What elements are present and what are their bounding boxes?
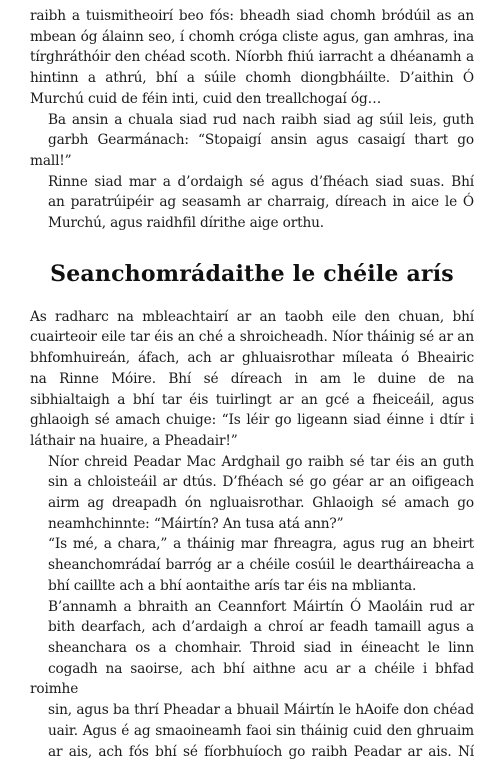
- text-line: na Rinne Móire. Bhí sé díreach in am le duine de na: [30, 370, 474, 387]
- paragraph: [30, 6, 474, 110]
- text-line: láthair na huaire, a Pheadair!”: [30, 432, 238, 449]
- text-line: bhí caillte ach a bhí aontaithe arís tar éis na mblianta.: [48, 577, 417, 594]
- section-heading: Seanchomrádaithe le chéile arís: [50, 260, 454, 287]
- text-line: As radharc na mbleachtairí ar an taobh eile den chuan, bhí: [30, 308, 474, 325]
- text-line: airm ag dreapadh ón ngluaisrothar. Ghlaoigh sé amach go: [48, 495, 474, 512]
- text-line: mbean óg álainn seo, í chomh cróga cliste agus, gan amhras, ina: [30, 28, 474, 45]
- text-line: tírghráthóir den chéad scoth. Níorbh fhiú iarracht a dhéanamh a: [30, 49, 474, 66]
- text-line: raibh a tuismitheoirí beo fós: bheadh siad chomh bródúil as an: [30, 8, 474, 24]
- text-line: Murchú, agus raidhfil dírithe aige orthu.: [48, 215, 325, 232]
- text-line: Murchú cuid de féin inti, cuid den treallchogaí óg…: [30, 90, 382, 107]
- text-line: ghlaoigh sé amach chuige: “Is léir go ligeann siad éinne i dtír i: [30, 412, 474, 429]
- text-line: hintinn a athrú, bhí a súile chomh diongbháilte. D’aithin Ó: [30, 70, 474, 87]
- text-line: “Is mé, a chara,” a tháinig mar fhreagra, agus rug an bheirt: [48, 536, 474, 553]
- text-line: cuairteoir eile tar éis an ché a shroicheadh. Níor tháinig sé ar an: [30, 329, 474, 346]
- text-line: cogadh na saoirse, ach bhí aithne acu ar a chéile i bhfad roimhe: [30, 660, 474, 698]
- text-line: Rinne siad mar a d’ordaigh sé agus d’fhéach siad suas. Bhí: [48, 173, 474, 190]
- text-line: Níor chreid Peadar Mac Ardghail go raibh sé tar éis an guth: [48, 453, 474, 470]
- text-line: uair. Agus é ag smaoineamh faoi sin tháinig cuid den ghruaim: [48, 722, 474, 739]
- text-line: bhfomhuireán, áfach, ach ar ghluaisrothar míleata ó Bheairic: [30, 350, 474, 367]
- top-section: [30, 6, 474, 234]
- text-line: neamhchinnte: “Máirtín? An tusa atá ann?”: [48, 515, 344, 532]
- text-line: an paratrúipéir ag seasamh ar charraig, díreach in aice le Ó: [48, 194, 474, 211]
- text-line: Ba ansin a chuala siad rud nach raibh siad ag súil leis, guth: [48, 111, 474, 128]
- text-line: sibhialtaigh a bhí tar éis tuirlingt ar an gcé a fheiceáil, agus: [30, 391, 474, 408]
- text-line: sin a chloisteáil ar dtús. D’fhéach sé go géar ar an oifigeach: [48, 474, 474, 491]
- text-line: sheanchomrádaí barróg ar a chéile cosúil le deartháireacha a: [48, 557, 474, 574]
- text-line: sin, agus ba thrí Pheadar a bhuail Máirtín le hAoife don chéad: [48, 702, 474, 719]
- text-line: garbh Gearmánach: “Stopaigí ansin agus casaigí thart go mall!”: [30, 132, 474, 169]
- text-line: sheanchara os a chomhair. Throid siad in éineacht le linn: [48, 639, 474, 656]
- book-page: [30, 6, 474, 762]
- paragraph: [30, 452, 474, 535]
- paragraph: [30, 307, 474, 452]
- text-line: ar ais, ach fós bhí sé fíorbhuíoch go raibh Peadar ar ais. Ní: [48, 743, 474, 760]
- paragraph: [30, 172, 474, 234]
- paragraph: [30, 597, 474, 763]
- bottom-section: [30, 307, 474, 762]
- paragraph: [30, 534, 474, 596]
- text-line: bith dearfach, ach d’ardaigh a chroí ar feadh tamaill agus a: [48, 619, 474, 636]
- paragraph: [30, 110, 474, 172]
- text-line: B’annamh a bhraith an Ceannfort Máirtín Ó Maoláin rud ar: [48, 598, 474, 615]
